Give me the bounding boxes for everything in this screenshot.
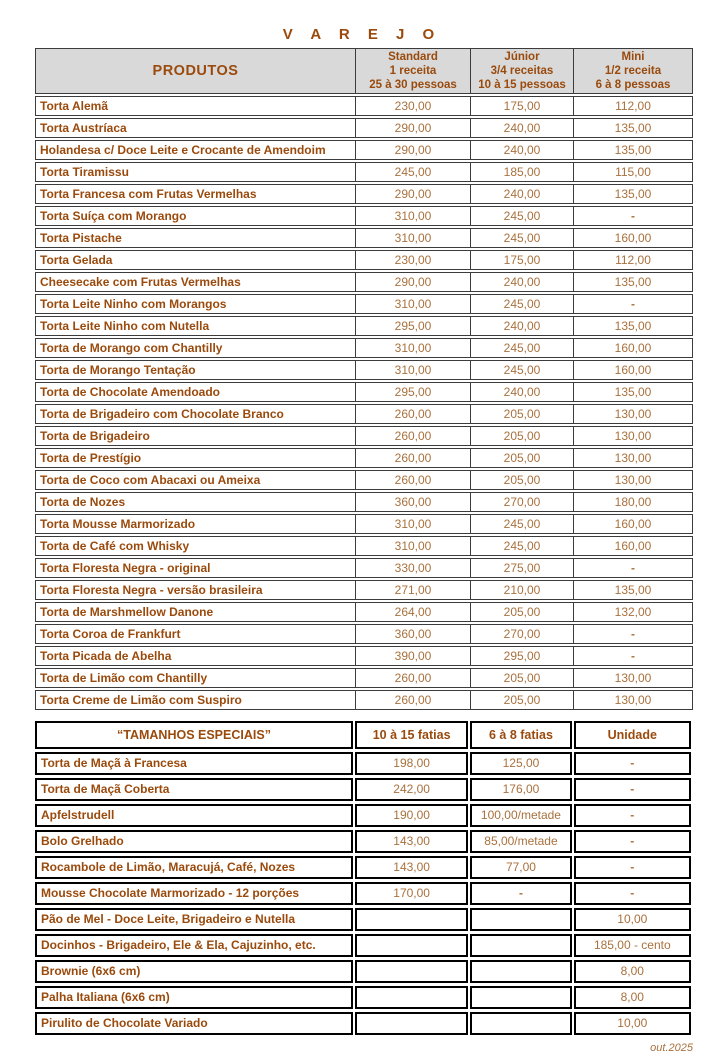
column-header-line: Standard bbox=[388, 51, 438, 63]
table-header-row bbox=[35, 48, 693, 94]
table-row bbox=[35, 338, 693, 358]
product-name-cell: Torta de Coco com Abacaxi ou Ameixa bbox=[35, 470, 356, 490]
price-cell: - bbox=[574, 856, 691, 879]
price-cell: 160,00 bbox=[574, 338, 693, 358]
column-header-line: 1 receita bbox=[389, 65, 437, 77]
product-name-cell: Pirulito de Chocolate Variado bbox=[35, 1012, 353, 1035]
special-sizes-title: “TAMANHOS ESPECIAIS” bbox=[35, 721, 353, 749]
price-cell: 245,00 bbox=[471, 294, 574, 314]
product-name-cell: Holandesa c/ Doce Leite e Crocante de Amendoim bbox=[35, 140, 356, 160]
product-name-cell: Torta de Brigadeiro com Chocolate Branco bbox=[35, 404, 356, 424]
price-cell: - bbox=[574, 882, 691, 905]
price-cell: 130,00 bbox=[574, 668, 693, 688]
price-cell: 260,00 bbox=[356, 404, 471, 424]
price-cell: 290,00 bbox=[356, 272, 471, 292]
price-cell: 205,00 bbox=[471, 426, 574, 446]
table-row bbox=[35, 558, 693, 578]
price-cell: 132,00 bbox=[574, 602, 693, 622]
price-cell: 130,00 bbox=[574, 426, 693, 446]
price-cell: 160,00 bbox=[574, 514, 693, 534]
table-row bbox=[35, 882, 691, 905]
price-list-page bbox=[0, 26, 724, 1054]
price-cell: 160,00 bbox=[574, 228, 693, 248]
price-cell: 390,00 bbox=[356, 646, 471, 666]
product-name-cell: Bolo Grelhado bbox=[35, 830, 353, 853]
product-name-cell: Torta Francesa com Frutas Vermelhas bbox=[35, 184, 356, 204]
price-cell: 290,00 bbox=[356, 118, 471, 138]
price-cell: 240,00 bbox=[471, 184, 574, 204]
price-cell: 130,00 bbox=[574, 690, 693, 710]
price-cell: 240,00 bbox=[471, 382, 574, 402]
table-row bbox=[35, 804, 691, 827]
price-cell: 8,00 bbox=[574, 960, 691, 983]
column-header-line: 10 à 15 pessoas bbox=[478, 79, 566, 91]
price-cell: 135,00 bbox=[574, 382, 693, 402]
price-cell: 176,00 bbox=[470, 778, 571, 801]
product-name-cell: Torta Tiramissu bbox=[35, 162, 356, 182]
product-name-cell: Torta Coroa de Frankfurt bbox=[35, 624, 356, 644]
special-sizes-table bbox=[33, 718, 693, 1038]
retail-price-table bbox=[35, 46, 693, 712]
table-row bbox=[35, 228, 693, 248]
product-name-cell: Torta de Café com Whisky bbox=[35, 536, 356, 556]
product-name-cell: Torta Mousse Marmorizado bbox=[35, 514, 356, 534]
price-cell: 245,00 bbox=[471, 228, 574, 248]
price-cell: 245,00 bbox=[471, 338, 574, 358]
product-name-cell: Palha Italiana (6x6 cm) bbox=[35, 986, 353, 1009]
slices-10-15-column-header: 10 à 15 fatias bbox=[355, 721, 468, 749]
price-cell: 270,00 bbox=[471, 624, 574, 644]
table-row bbox=[35, 294, 693, 314]
price-cell: 85,00/metade bbox=[470, 830, 571, 853]
price-cell: 135,00 bbox=[574, 580, 693, 600]
price-cell bbox=[470, 1012, 571, 1035]
price-cell: 230,00 bbox=[356, 96, 471, 116]
table-header-row bbox=[35, 721, 691, 749]
price-cell: 295,00 bbox=[471, 646, 574, 666]
price-cell bbox=[355, 960, 468, 983]
product-name-cell: Torta de Prestígio bbox=[35, 448, 356, 468]
price-cell: 135,00 bbox=[574, 272, 693, 292]
table-row bbox=[35, 1012, 691, 1035]
table-row bbox=[35, 778, 691, 801]
price-cell: 185,00 bbox=[471, 162, 574, 182]
price-cell bbox=[355, 1012, 468, 1035]
price-cell: 290,00 bbox=[356, 140, 471, 160]
price-cell: 260,00 bbox=[356, 470, 471, 490]
price-cell: 240,00 bbox=[471, 140, 574, 160]
table-row bbox=[35, 404, 693, 424]
price-cell: 310,00 bbox=[356, 206, 471, 226]
price-cell bbox=[355, 934, 468, 957]
price-cell: - bbox=[574, 804, 691, 827]
mini-column-header bbox=[574, 48, 693, 94]
table-row bbox=[35, 96, 693, 116]
table-row bbox=[35, 830, 691, 853]
price-cell: - bbox=[574, 558, 693, 578]
price-cell: 245,00 bbox=[356, 162, 471, 182]
price-cell: - bbox=[574, 778, 691, 801]
table-row bbox=[35, 690, 693, 710]
product-name-cell: Torta de Maçã à Francesa bbox=[35, 752, 353, 775]
price-cell: 205,00 bbox=[471, 470, 574, 490]
price-cell: 310,00 bbox=[356, 360, 471, 380]
price-cell: 270,00 bbox=[471, 492, 574, 512]
retail-price-table-body bbox=[35, 96, 693, 710]
price-cell: 135,00 bbox=[574, 140, 693, 160]
price-cell: 77,00 bbox=[470, 856, 571, 879]
price-cell: 135,00 bbox=[574, 118, 693, 138]
table-row bbox=[35, 960, 691, 983]
price-cell: 175,00 bbox=[471, 250, 574, 270]
price-cell: 245,00 bbox=[471, 514, 574, 534]
products-column-header: PRODUTOS bbox=[35, 48, 356, 94]
price-cell: 125,00 bbox=[470, 752, 571, 775]
product-name-cell: Rocambole de Limão, Maracujá, Café, Nozes bbox=[35, 856, 353, 879]
table-row bbox=[35, 184, 693, 204]
price-cell: 210,00 bbox=[471, 580, 574, 600]
product-name-cell: Torta Floresta Negra - versão brasileira bbox=[35, 580, 356, 600]
price-cell: 260,00 bbox=[356, 668, 471, 688]
price-cell: 205,00 bbox=[471, 602, 574, 622]
table-row bbox=[35, 272, 693, 292]
date-stamp: out.2025 bbox=[650, 1042, 693, 1054]
table-row bbox=[35, 206, 693, 226]
price-cell: 143,00 bbox=[355, 830, 468, 853]
price-cell: - bbox=[574, 752, 691, 775]
price-cell: 10,00 bbox=[574, 908, 691, 931]
price-cell: - bbox=[574, 294, 693, 314]
price-cell: 245,00 bbox=[471, 360, 574, 380]
table-row bbox=[35, 624, 693, 644]
price-cell: 240,00 bbox=[471, 118, 574, 138]
price-cell: 295,00 bbox=[356, 316, 471, 336]
price-cell: 260,00 bbox=[356, 690, 471, 710]
price-cell: 242,00 bbox=[355, 778, 468, 801]
table-row bbox=[35, 514, 693, 534]
price-cell bbox=[355, 908, 468, 931]
table-row bbox=[35, 382, 693, 402]
price-cell: 130,00 bbox=[574, 448, 693, 468]
table-row bbox=[35, 934, 691, 957]
price-cell: 360,00 bbox=[356, 624, 471, 644]
product-name-cell: Torta Gelada bbox=[35, 250, 356, 270]
column-header-line: 25 à 30 pessoas bbox=[369, 79, 457, 91]
price-cell: 170,00 bbox=[355, 882, 468, 905]
price-cell: 135,00 bbox=[574, 316, 693, 336]
price-cell: 115,00 bbox=[574, 162, 693, 182]
price-cell bbox=[470, 960, 571, 983]
price-cell: 310,00 bbox=[356, 536, 471, 556]
table-row bbox=[35, 426, 693, 446]
table-row bbox=[35, 986, 691, 1009]
table-row bbox=[35, 140, 693, 160]
price-cell: 264,00 bbox=[356, 602, 471, 622]
product-name-cell: Torta Suíça com Morango bbox=[35, 206, 356, 226]
table-row bbox=[35, 908, 691, 931]
price-cell: 310,00 bbox=[356, 514, 471, 534]
table-row bbox=[35, 492, 693, 512]
column-header-line: 6 à 8 pessoas bbox=[595, 79, 671, 91]
price-cell: 185,00 - cento bbox=[574, 934, 691, 957]
product-name-cell: Cheesecake com Frutas Vermelhas bbox=[35, 272, 356, 292]
product-name-cell: Torta de Chocolate Amendoado bbox=[35, 382, 356, 402]
price-cell: 10,00 bbox=[574, 1012, 691, 1035]
product-name-cell: Torta Austríaca bbox=[35, 118, 356, 138]
price-cell: 205,00 bbox=[471, 668, 574, 688]
table-row bbox=[35, 856, 691, 879]
price-cell: 245,00 bbox=[471, 536, 574, 556]
price-cell: 205,00 bbox=[471, 448, 574, 468]
price-cell: 230,00 bbox=[356, 250, 471, 270]
unit-column-header: Unidade bbox=[574, 721, 691, 749]
slices-6-8-column-header: 6 à 8 fatias bbox=[470, 721, 571, 749]
standard-column-header bbox=[356, 48, 471, 94]
price-cell: 245,00 bbox=[471, 206, 574, 226]
table-row bbox=[35, 162, 693, 182]
product-name-cell: Torta Leite Ninho com Morangos bbox=[35, 294, 356, 314]
column-header-line: 3/4 receitas bbox=[490, 65, 554, 77]
price-cell bbox=[470, 934, 571, 957]
price-cell: 275,00 bbox=[471, 558, 574, 578]
column-header-line: Júnior bbox=[504, 51, 540, 63]
price-cell: 205,00 bbox=[471, 404, 574, 424]
product-name-cell: Torta de Morango Tentação bbox=[35, 360, 356, 380]
product-name-cell: Brownie (6x6 cm) bbox=[35, 960, 353, 983]
table-row bbox=[35, 752, 691, 775]
price-cell: 160,00 bbox=[574, 360, 693, 380]
product-name-cell: Pão de Mel - Doce Leite, Brigadeiro e Nutella bbox=[35, 908, 353, 931]
product-name-cell: Torta Creme de Limão com Suspiro bbox=[35, 690, 356, 710]
price-cell: - bbox=[470, 882, 571, 905]
column-header-line: 1/2 receita bbox=[604, 65, 662, 77]
price-cell: 271,00 bbox=[356, 580, 471, 600]
price-cell: 175,00 bbox=[471, 96, 574, 116]
price-cell: 112,00 bbox=[574, 250, 693, 270]
product-name-cell: Torta de Brigadeiro bbox=[35, 426, 356, 446]
price-cell: 198,00 bbox=[355, 752, 468, 775]
table-row bbox=[35, 448, 693, 468]
price-cell: 143,00 bbox=[355, 856, 468, 879]
product-name-cell: Torta Alemã bbox=[35, 96, 356, 116]
price-cell: 260,00 bbox=[356, 448, 471, 468]
table-row bbox=[35, 602, 693, 622]
price-cell: 180,00 bbox=[574, 492, 693, 512]
table-row bbox=[35, 118, 693, 138]
price-cell: 310,00 bbox=[356, 294, 471, 314]
product-name-cell: Torta Floresta Negra - original bbox=[35, 558, 356, 578]
product-name-cell: Apfelstrudell bbox=[35, 804, 353, 827]
price-cell bbox=[470, 986, 571, 1009]
table-row bbox=[35, 646, 693, 666]
price-cell: 295,00 bbox=[356, 382, 471, 402]
price-cell: 360,00 bbox=[356, 492, 471, 512]
product-name-cell: Torta de Morango com Chantilly bbox=[35, 338, 356, 358]
price-cell: 330,00 bbox=[356, 558, 471, 578]
price-cell: 130,00 bbox=[574, 404, 693, 424]
price-cell: 190,00 bbox=[355, 804, 468, 827]
price-cell: 135,00 bbox=[574, 184, 693, 204]
product-name-cell: Torta Picada de Abelha bbox=[35, 646, 356, 666]
special-sizes-table-body bbox=[35, 752, 691, 1035]
price-cell: 100,00/metade bbox=[470, 804, 571, 827]
table-row bbox=[35, 536, 693, 556]
price-cell: 240,00 bbox=[471, 272, 574, 292]
price-cell: - bbox=[574, 206, 693, 226]
price-cell: 260,00 bbox=[356, 426, 471, 446]
price-cell: 310,00 bbox=[356, 228, 471, 248]
junior-column-header bbox=[471, 48, 574, 94]
table-row bbox=[35, 360, 693, 380]
price-cell bbox=[355, 986, 468, 1009]
table-row bbox=[35, 316, 693, 336]
price-cell: 160,00 bbox=[574, 536, 693, 556]
page-title: V A R E J O bbox=[282, 26, 442, 43]
price-cell bbox=[470, 908, 571, 931]
table-row bbox=[35, 668, 693, 688]
product-name-cell: Mousse Chocolate Marmorizado - 12 porções bbox=[35, 882, 353, 905]
price-cell: - bbox=[574, 624, 693, 644]
column-header-line: Mini bbox=[621, 51, 645, 63]
product-name-cell: Torta Leite Ninho com Nutella bbox=[35, 316, 356, 336]
product-name-cell: Torta de Maçã Coberta bbox=[35, 778, 353, 801]
price-cell: 112,00 bbox=[574, 96, 693, 116]
price-cell: 240,00 bbox=[471, 316, 574, 336]
table-row bbox=[35, 470, 693, 490]
table-row bbox=[35, 580, 693, 600]
product-name-cell: Torta de Limão com Chantilly bbox=[35, 668, 356, 688]
product-name-cell: Torta de Nozes bbox=[35, 492, 356, 512]
product-name-cell: Torta de Marshmellow Danone bbox=[35, 602, 356, 622]
price-cell: 310,00 bbox=[356, 338, 471, 358]
price-cell: 8,00 bbox=[574, 986, 691, 1009]
product-name-cell: Torta Pistache bbox=[35, 228, 356, 248]
price-cell: 130,00 bbox=[574, 470, 693, 490]
table-row bbox=[35, 250, 693, 270]
product-name-cell: Docinhos - Brigadeiro, Ele & Ela, Cajuzinho, etc. bbox=[35, 934, 353, 957]
price-cell: 290,00 bbox=[356, 184, 471, 204]
price-cell: 205,00 bbox=[471, 690, 574, 710]
price-cell: - bbox=[574, 646, 693, 666]
price-cell: - bbox=[574, 830, 691, 853]
